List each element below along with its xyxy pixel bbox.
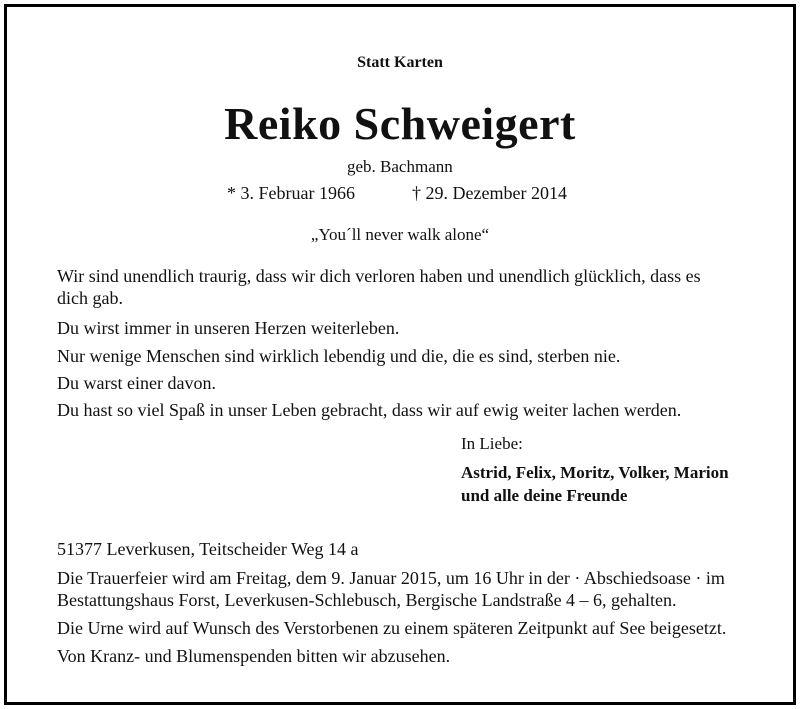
obituary-notice: [4, 4, 796, 705]
text-line: Nur wenige Menschen sind wirklich lebendig und die, die es sind, sterben nie.: [57, 346, 621, 366]
info-line: Von Kranz- und Blumenspenden bitten wir abzusehen.: [57, 646, 451, 666]
info-line: Die Trauerfeier wird am Freitag, dem 9. Januar 2015, um 16 Uhr in der · Abschiedsoase · im: [57, 568, 725, 588]
text-line: Du wirst immer in unseren Herzen weiterleben.: [57, 318, 400, 338]
address-line: 51377 Leverkusen, Teitscheider Weg 14 a: [57, 539, 359, 559]
signature-names: Astrid, Felix, Moritz, Volker, Marion: [461, 463, 729, 482]
text-line: Du warst einer davon.: [57, 373, 216, 393]
maiden-name: geb. Bachmann: [347, 157, 453, 176]
text-line: dich gab.: [57, 288, 123, 308]
motto-quote: „You´ll never walk alone“: [310, 225, 490, 244]
birth-date: * 3. Februar 1966: [227, 183, 355, 203]
text-line: Du hast so viel Spaß in unser Leben gebracht, dass wir auf ewig weiter lachen werden.: [57, 400, 682, 420]
deceased-name: Reiko Schweigert: [224, 98, 576, 149]
death-date: † 29. Dezember 2014: [412, 183, 567, 203]
header-line: Statt Karten: [357, 54, 443, 71]
signature-label: In Liebe:: [461, 434, 523, 453]
info-line: Die Urne wird auf Wunsch des Verstorbenen zu einem späteren Zeitpunkt auf See beigesetzt.: [57, 618, 727, 638]
text-line: Wir sind unendlich traurig, dass wir dich verloren haben und unendlich glücklich, dass es: [57, 266, 701, 286]
signature-names: und alle deine Freunde: [461, 486, 628, 505]
info-line: Bestattungshaus Forst, Leverkusen-Schlebusch, Bergische Landstraße 4 – 6, gehalten.: [57, 590, 677, 610]
